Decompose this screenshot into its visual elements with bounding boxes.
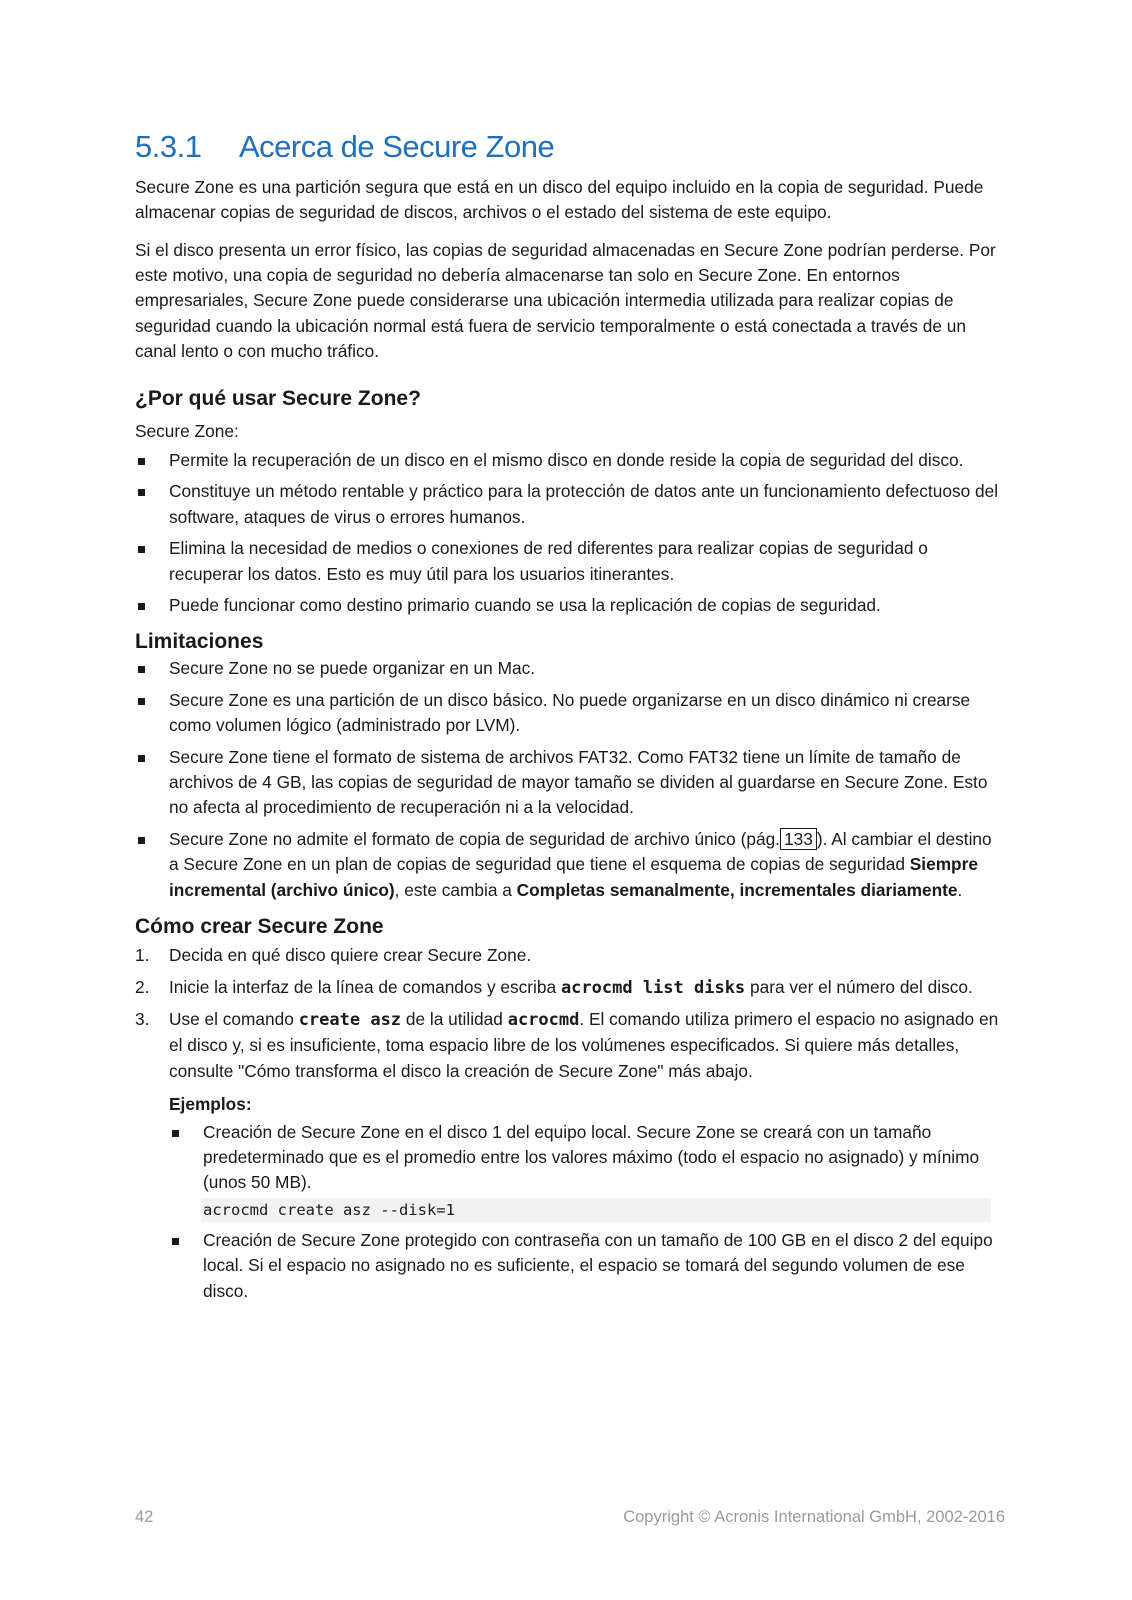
page-footer: [135, 1508, 1005, 1527]
text-span: .: [957, 879, 963, 900]
text-span: ). Al cambiar el destino a Secure Zone en un plan de copias de seguridad que tiene el esquema de copias de seguridad: [169, 828, 992, 875]
copyright-notice: Copyright © Acronis International GmbH, 2002-2016: [623, 1508, 1005, 1526]
inline-code: acrocmd list disks: [560, 977, 746, 998]
section-title: Acerca de Secure Zone: [239, 129, 555, 164]
why-lead: Secure Zone:: [135, 420, 239, 441]
text-span: para ver el número del disco.: [745, 976, 973, 997]
list-item: Puede funcionar como destino primario cuando se usa la replicación de copias de seguridad.: [135, 593, 1005, 618]
bold-term: Completas semanalmente, incrementales diariamente: [516, 879, 958, 900]
list-item: Secure Zone no se puede organizar en un Mac.: [135, 656, 1005, 681]
page-reference-link[interactable]: 133: [780, 828, 817, 850]
why-list: [135, 448, 1005, 618]
inline-code: acrocmd: [507, 1009, 580, 1030]
intro-paragraph-2: Si el disco presenta un error físico, las copias de seguridad almacenadas en Secure Zone podrían perderse. Por este motivo, una copia de seguridad no debería almacenarse tan solo en Secure Zone. En entornos empresariales, Secure Zone puede considerarse una ubicación intermedia utilizada para realizar copias de seguridad cuando la ubicación normal está fuera de servicio temporalmente o está conectada a través de un canal lento o con mucho tráfico.: [135, 239, 996, 362]
page-content: [135, 128, 1005, 1304]
list-item: Secure Zone tiene el formato de sistema de archivos FAT32. Como FAT32 tiene un límite de tamaño de archivos de 4 GB, las copias de seguridad de mayor tamaño se dividen al guardarse en Secure Zone. Esto no afecta al procedimiento de recuperación ni a la velocidad.: [135, 745, 1005, 821]
example-text: Creación de Secure Zone protegido con contraseña con un tamaño de 100 GB en el disco 2 del equipo local. Si el espacio no asignado no es suficiente, el espacio se tomará del segundo volumen de ese disco.: [203, 1229, 993, 1301]
list-item: Permite la recuperación de un disco en el mismo disco en donde reside la copia de seguridad del disco.: [135, 448, 1005, 473]
steps-list: [135, 943, 1005, 1304]
section-heading: [135, 128, 1005, 167]
step-number: 1.: [135, 945, 150, 966]
why-heading: ¿Por qué usar Secure Zone?: [135, 386, 421, 410]
example-text: Creación de Secure Zone en el disco 1 del equipo local. Secure Zone se creará con un tamaño predeterminado que es el promedio entre los valores máximo (todo el espacio no asignado) y mínimo (unos 50 MB).: [203, 1121, 980, 1193]
limits-heading: Limitaciones: [135, 630, 264, 654]
step-number: 2.: [135, 976, 150, 997]
text-span: de la utilidad: [401, 1008, 508, 1029]
example-item: [169, 1228, 1005, 1304]
text-span: Use el comando: [169, 1008, 299, 1029]
code-block: acrocmd create asz --disk=1: [201, 1198, 991, 1222]
intro-paragraph-1: Secure Zone es una partición segura que está en un disco del equipo incluido en la copia de seguridad. Puede almacenar copias de seguridad de discos, archivos o el estado del sistema de este equipo.: [135, 176, 984, 223]
text-span: . El comando utiliza primero el espacio no asignado en el disco y, si es insuficiente, toma espacio libre de los volúmenes especificados. Si quiere más detalles, consulte "Cómo transforma el disco la creación de Secure Zone" más abajo.: [169, 1008, 999, 1081]
list-item: [135, 827, 1005, 903]
how-heading: Cómo crear Secure Zone: [135, 915, 384, 939]
step-text: Decida en qué disco quiere crear Secure Zone.: [169, 945, 532, 966]
inline-code: create asz: [298, 1009, 402, 1030]
examples-title: Ejemplos:: [169, 1094, 252, 1115]
text-span: Secure Zone no admite el formato de copia de seguridad de archivo único (pág.: [169, 828, 780, 849]
step-number: 3.: [135, 1008, 150, 1029]
list-item: Secure Zone es una partición de un disco básico. No puede organizarse en un disco dinámico ni crearse como volumen lógico (administrado por LVM).: [135, 688, 1005, 739]
example-item: [169, 1120, 1005, 1222]
page-number: 42: [135, 1508, 154, 1526]
step-item: [135, 1007, 1005, 1304]
limits-list: [135, 656, 1005, 903]
step-item: [135, 975, 1005, 1001]
bold-term: Siempre incremental (archivo único): [169, 854, 978, 900]
section-number: 5.3.1: [135, 129, 202, 164]
list-item: Elimina la necesidad de medios o conexiones de red diferentes para realizar copias de seguridad o recuperar los datos. Esto es muy útil para los usuarios itinerantes.: [135, 536, 1005, 587]
text-span: , este cambia a: [394, 879, 517, 900]
step-item: [135, 943, 1005, 968]
list-item: Constituye un método rentable y práctico para la protección de datos ante un funcionamiento defectuoso del software, ataques de virus o errores humanos.: [135, 479, 1005, 530]
text-span: Inicie la interfaz de la línea de comandos y escriba: [169, 976, 561, 997]
examples-list: [169, 1120, 1005, 1304]
